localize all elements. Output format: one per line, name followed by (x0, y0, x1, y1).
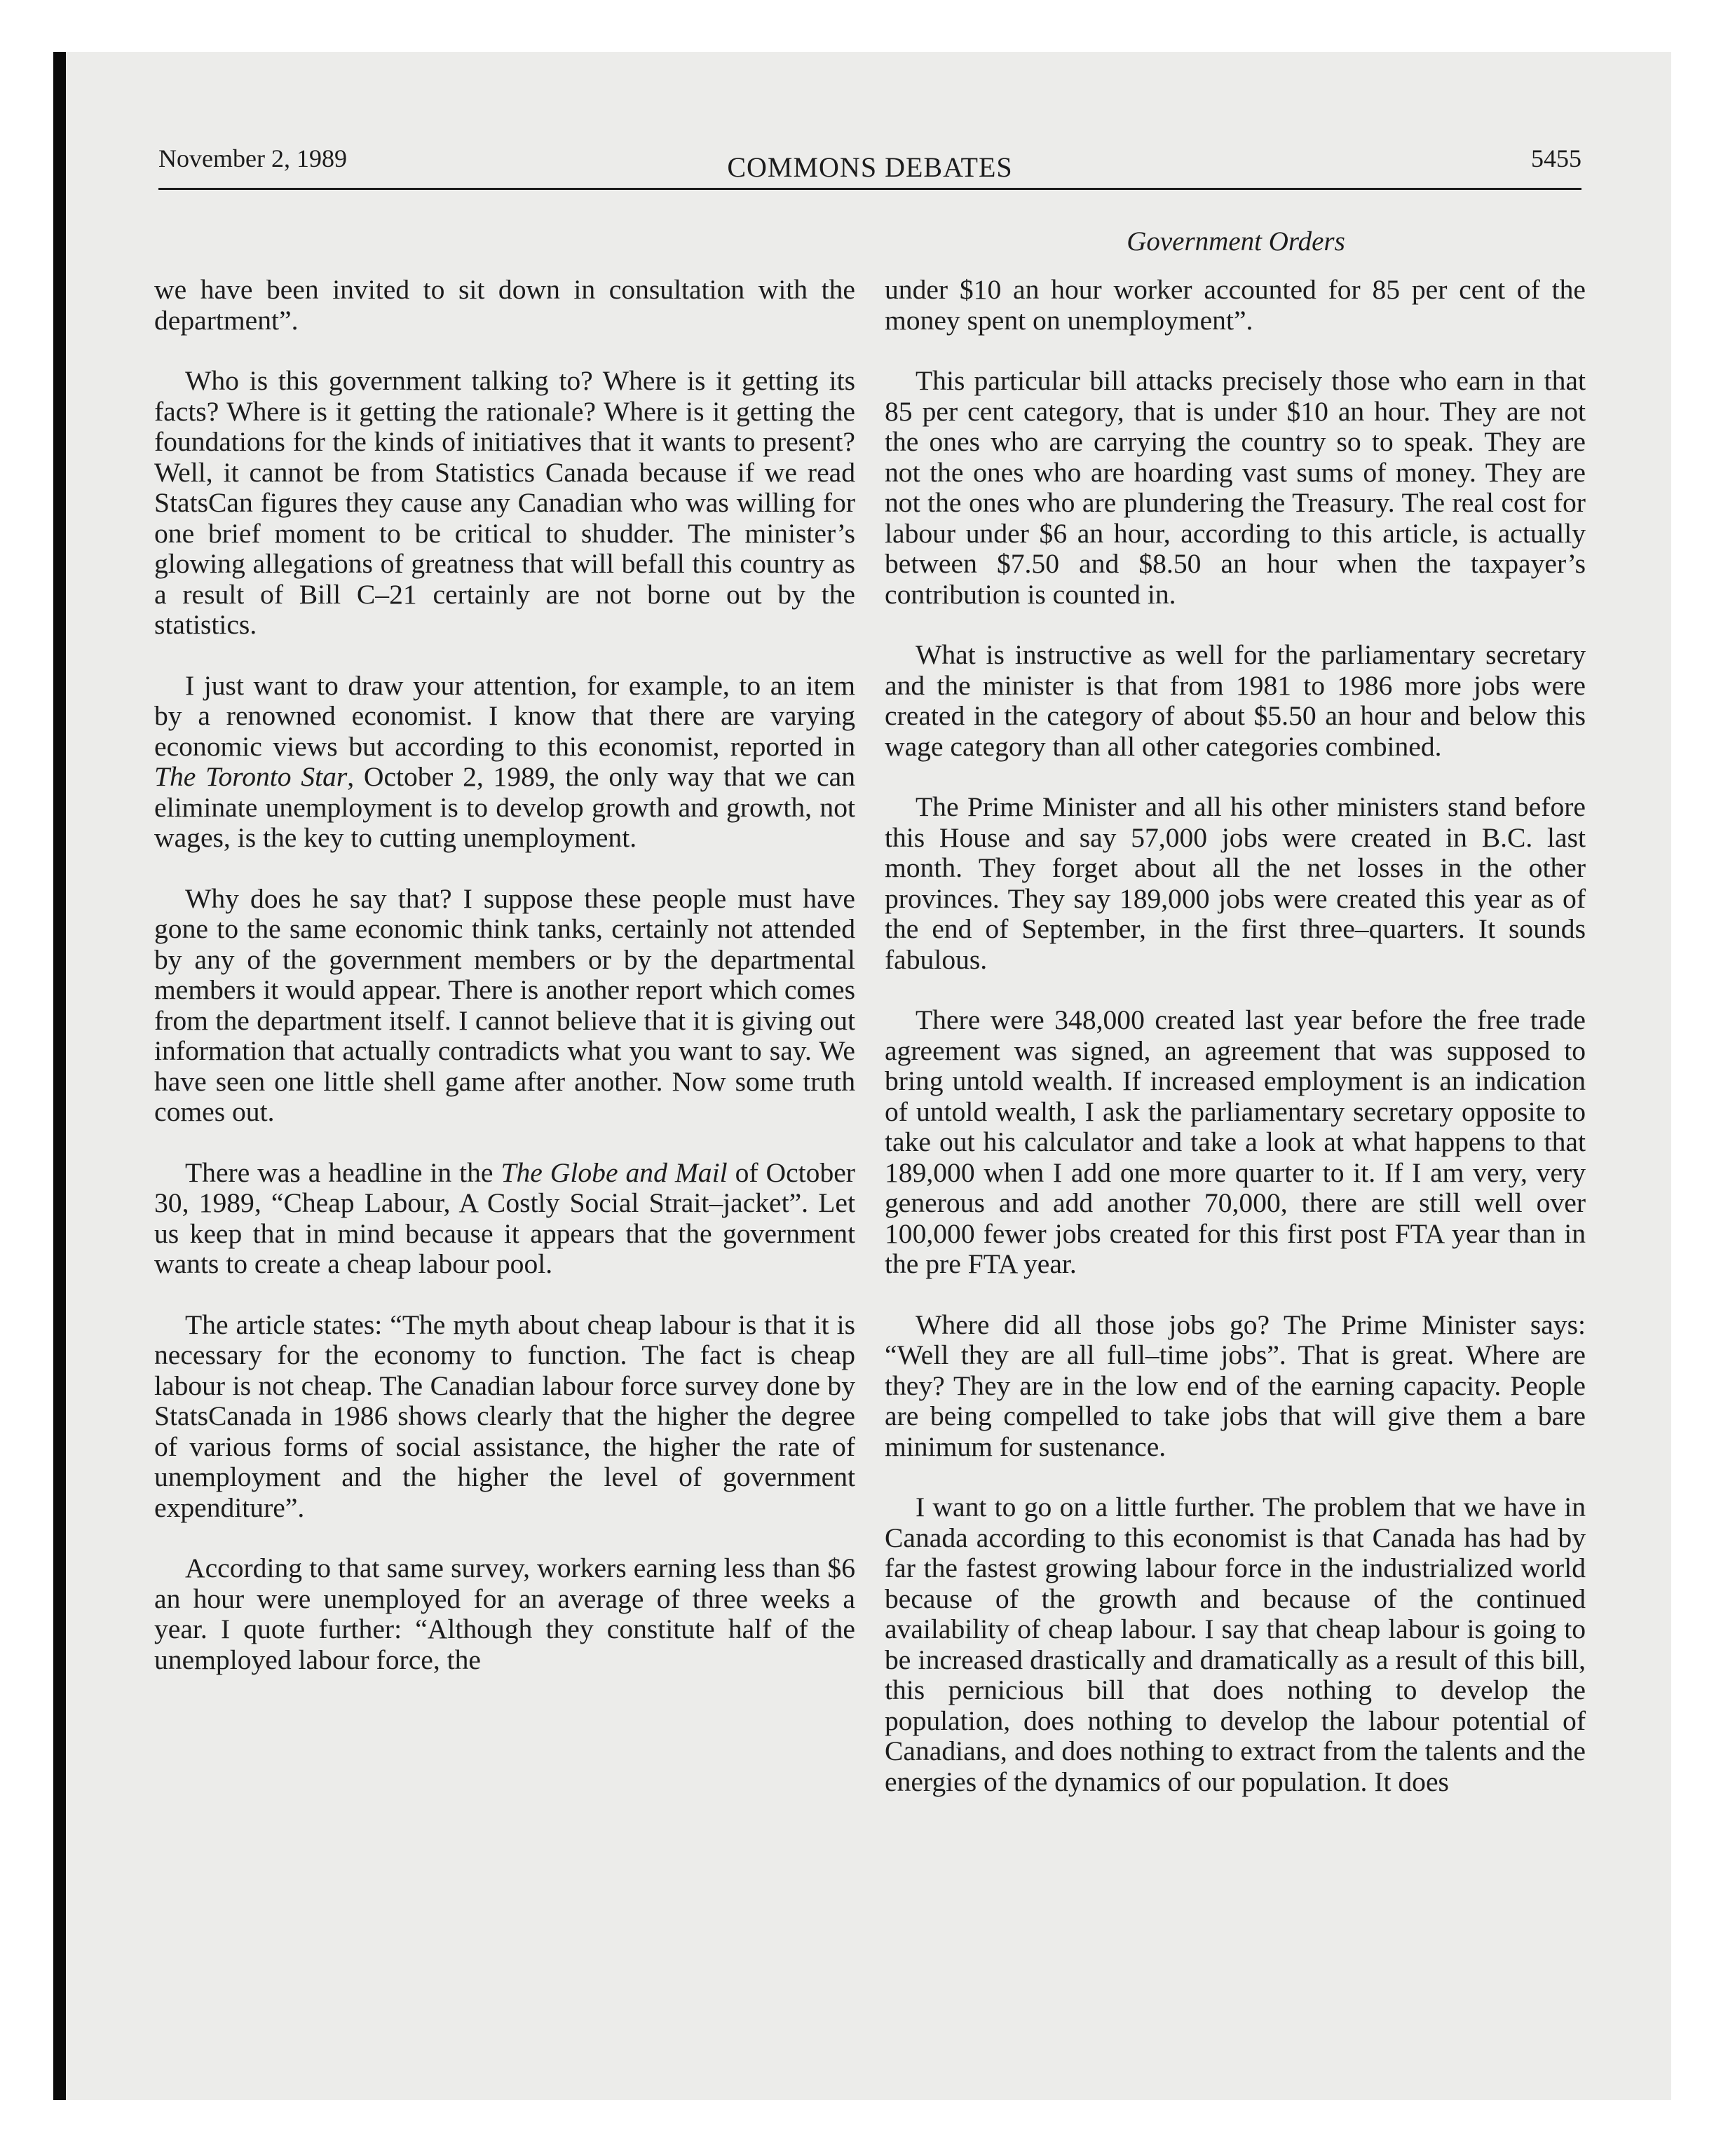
paragraph: we have been invited to sit down in consultation with the department”. (154, 274, 855, 336)
paragraph: This particular bill attacks precisely those who earn in that 85 per cent category, that is under $10 an hour. They are not the ones who are carrying the country so to speak. They are not the ones who are hoarding vast sums of money. They are not the ones who are plundering the Treasury. The real cost for labour under $6 an hour, according to this article, is actually between $7.50 and $8.50 an hour when the taxpayer’s contribution is counted in. (885, 365, 1586, 610)
running-header (158, 144, 1581, 186)
newspaper-title: The Globe and Mail (501, 1157, 728, 1188)
scan-binding-edge (53, 52, 66, 2100)
paragraph: The Prime Minister and all his other ministers stand before this House and say 57,000 jobs were created in B.C. last month. They forget about all the net losses in the other provinces. They say 189,000 jobs were created this year as of the end of September, in the first three–quarters. It sounds fabulous. (885, 791, 1586, 975)
paragraph: I want to go on a little further. The problem that we have in Canada according to this economist is that Canada has had by far the fastest growing labour force in the industrialized world because of the growth and because of the continued availability of cheap labour. I say that cheap labour is going to be increased drastically and dramatically as a result of this bill, this pernicious bill that does nothing to develop the population, does nothing to develop the labour potential of Canadians, and does nothing to extract from the talents and the energies of the dynamics of our population. It does (885, 1492, 1586, 1797)
paragraph-text: I just want to draw your attention, for example, to an item by a renowned economist. I know that there are varying economic views but according to this economist, reported in (154, 669, 855, 762)
paragraph-text: of October 30, 1989, “Cheap Labour, A Costly Social Strait–jacket”. Let us keep that in mind because it appears that the government wants to create a cheap labour pool. (154, 1157, 855, 1279)
paragraph: Who is this government talking to? Where is it getting its facts? Where is it getting the rationale? Where is it getting the foundations for the kinds of initiatives that it wants to present? Well, it cannot be from Statistics Canada because if we read StatsCan figures they cause any Canadian who was willing for one brief moment to be critical to shudder. The minister’s glowing allegations of greatness that will befall this country as a result of Bill C–21 certainly are not borne out by the statistics. (154, 365, 855, 640)
paragraph: Why does he say that? I suppose these people must have gone to the same economic think tanks, certainly not attended by any of the government members or by the departmental members it would appear. There is another report which comes from the department itself. I cannot believe that it is giving out information that actually contradicts what you want to say. We have seen one little shell game after another. Now some truth comes out. (154, 882, 855, 1127)
paragraph: What is instructive as well for the parliamentary secretary and the minister is that from 1981 to 1986 more jobs were created in the category of about $5.50 an hour and below this wage category than all other categories combined. (885, 639, 1586, 762)
paragraph (154, 671, 855, 854)
newspaper-title: The Toronto Star (154, 761, 348, 792)
header-title: COMMONS DEBATES (727, 151, 1013, 183)
paragraph: under $10 an hour worker accounted for 85 per cent of the money spent on unemployment”. (885, 274, 1586, 336)
paragraph-text: , October 2, 1989, the only way that we can eliminate unemployment is to develop growth and growth, not wages, is the key to cutting unemployment. (154, 761, 855, 853)
header-date: November 2, 1989 (158, 144, 347, 172)
paragraph (154, 1158, 855, 1280)
paragraph: The article states: “The myth about cheap labour is that it is necessary for the economy to function. The fact is cheap labour is not cheap. The Canadian labour force survey done by StatsCanada in 1986 shows clearly that the higher the degree of various forms of social assistance, the higher the rate of unemployment and the higher the level of government expenditure”. (154, 1309, 855, 1523)
section-label: Government Orders (1127, 226, 1345, 257)
left-column (154, 275, 855, 1675)
paragraph-text: There was a headline in the (185, 1157, 501, 1188)
scan-margin (0, 0, 53, 2156)
right-column (885, 275, 1586, 1797)
paragraph: There were 348,000 created last year before the free trade agreement was signed, an agreement that was supposed to bring untold wealth. If increased employment is an indication of untold wealth, I ask the parliamentary secretary opposite to take out his calculator and take a look at what happens to that 189,000 when I add one more quarter to it. If I am very, very generous and add another 70,000, there are still well over 100,000 fewer jobs created for this first post FTA year than in the pre FTA year. (885, 1004, 1586, 1279)
paragraph: Where did all those jobs go? The Prime Minister says: “Well they are all full–time jobs”. That is great. Where are they? They are in the low end of the earning capacity. People are being compelled to take jobs that will give them a bare minimum for sustenance. (885, 1309, 1586, 1462)
header-rule (158, 188, 1581, 190)
header-page-number: 5455 (1531, 144, 1581, 172)
paragraph: According to that same survey, workers earning less than $6 an hour were unemployed for an average of three weeks a year. I quote further: “Although they constitute half of the unemployed labour force, the (154, 1553, 855, 1675)
